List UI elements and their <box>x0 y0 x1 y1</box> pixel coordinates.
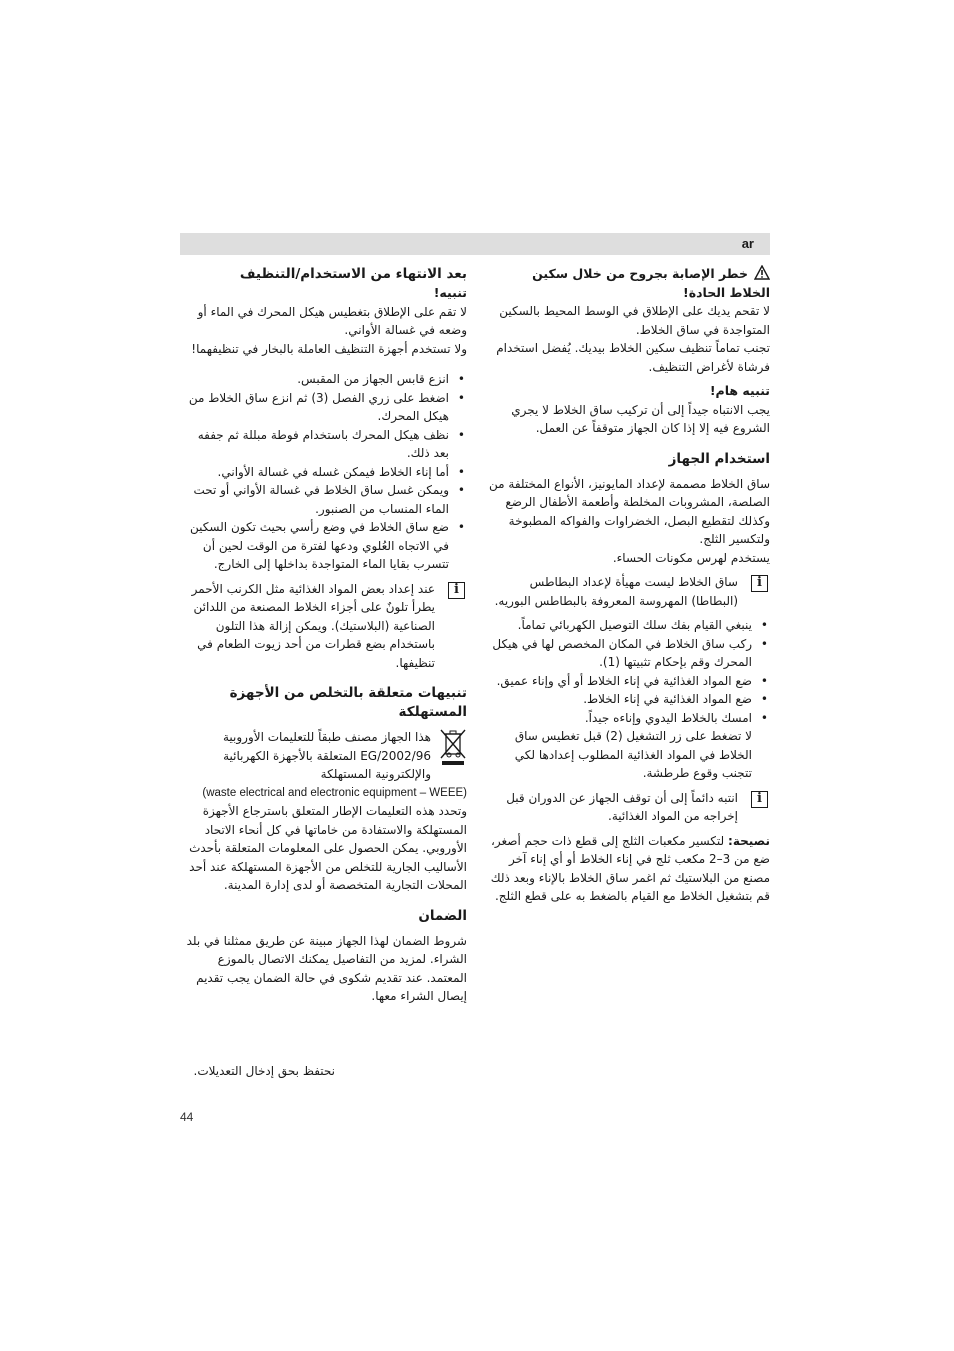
list-item: • ويمكن غسل ساق الخلاط في غسالة الأواني أو تحت الماء المنساب من الصنبور. <box>183 481 449 518</box>
weee-text-1: هذا الجهاز مصنف طبقاً للتعليمات الأوروبية 2002/96/EG المتعلقة بالأجهزة الكهربائية والإلكترونية المستهلكة <box>222 730 431 781</box>
page-number: 44 <box>180 1110 194 1124</box>
info-note-3-text: عند إعداد بعض المواد الغذائية مثل الكرنب الأحمر يطرأ تلونٌ على أجزاء الخلاط المصنعة من اللدائن الصناعية (البلاستيك). ويمكن إزالة هذا التلون باستخدام بضع قطرات من أحد زيوت الطعام في تنظيفها. <box>191 581 435 670</box>
weee-english: (waste electrical and electronic equipment – WEEE) <box>202 786 467 799</box>
info-note-2-text: انتبه دائماً إلى أن توقف الجهاز عن الدوران قبل إخراجه من المواد الغذائية. <box>506 790 738 823</box>
caution-heading: تنبيه! <box>433 285 467 300</box>
rights-note: نحتفظ بحق إدخال التعديلات. <box>193 1064 335 1078</box>
weee-block <box>183 728 467 784</box>
list-item: • أما إناء الخلاط فيمكن غسله في غسالة الأواني. <box>183 463 449 482</box>
info-note-2 <box>488 789 770 826</box>
list-item: • ضع ساق الخلاط في وضع رأسي بحيث تكون السكين في الاتجاه العُلوي ودعها لفترة من الوقت لحين أن تتسرب بقايا الماء المتواجدة بداخلها إلى الخارج. <box>183 518 449 574</box>
info-icon: i <box>448 582 465 599</box>
usage-text-1: ساق الخلاط مصممة لإعداد المايونيز، الأنواع المختلفة من الصلصة، المشروبات المخلطة وأطعمة الأطفال الرضع وكذلك لتقطيع البصل، الخضراوات والفواكه المطبوخة ولتكسير الثلج. <box>489 476 770 546</box>
warning-triangle-icon <box>754 265 770 280</box>
caution-text-1: لا تقم على الإطلاق بتغطيس هيكل المحرك في الماء أو وضعه في غسالة الأواني. <box>197 304 467 337</box>
warranty-text: شروط الضمان لهذا الجهاز مبينة عن طريق ممثلنا في بلد الشراء. لمزيد من التفاصيل يمكنك الاتصال بالموزع المعتمد. عند تقديم شكوى في حالة الضمان يجب تقديم إيصال الشراء معها. <box>186 933 467 1003</box>
usage-steps-list <box>488 616 770 727</box>
info-icon: i <box>751 791 768 808</box>
info-icon: i <box>751 575 768 592</box>
cleaning-steps-list <box>183 370 467 574</box>
warranty-heading: الضمان <box>418 907 467 924</box>
tip-label: نصيحة: <box>728 833 770 848</box>
list-item: • نظف هيكل المحرك باستخدام فوطة مبللة ثم جففه بعد ذلك. <box>183 426 449 463</box>
weee-text-2: وتحدد هذه التعليمات الإطار المتعلق باسترجاع الأجهزة المستهلكة والاستفادة من خاماتها في كل أنحاء الاتحاد الأوروبي. يمكن الحصول على المعلومات المتعلقة بأحدث الأساليب الجارية للتخلص من الأجهزة المستهلكة عند أحد المحلات التجارية المتخصصة أو لدى إدارة المدينة. <box>189 804 467 892</box>
list-item: • ضع المواد الغذائية في إناء الخلاط أو أي وإناء عميق. <box>488 672 752 691</box>
warning-title: خطر الإصابة بجروح من خلال سكين الخلاط الحادة! <box>532 266 770 300</box>
warning-line-2: تجنب تماماً تنظيف سكين الخلاط بيديك. يُفضل استخدام فرشاة لأغراض التنظيف. <box>496 341 770 374</box>
right-column <box>488 265 770 906</box>
list-item: • اضغط على زري الفصل (3) ثم انزع ساق الخلاط من هيكل المحرك. <box>183 389 449 426</box>
disposal-heading: تنبيهات متعلقة بالتخلص من الأجهزة المستهلكة <box>229 685 467 720</box>
language-bar <box>180 233 770 255</box>
left-column <box>183 265 467 1006</box>
warning-line-1: لا تقحم يديك على الإطلاق في الوسط المحيط بالسكين المتواجدة في ساق الخلاط. <box>499 304 770 337</box>
tip-text: لتكسير مكعبات الثلج إلى قطع ذات حجم أصغر، ضع من 3–2 مكعب ثلج في إناء الخلاط أو أي إناء آخر مصنع من البلاستيك ثم اغمر ساق الخلاط بالإناء وبعد ذلك قم بتشغيل الخلاط مع القيام بالضغط به على قطع الثلج. <box>490 833 770 903</box>
language-code: ar <box>741 236 754 251</box>
important-text: يجب الانتباه جيداً إلى أن تركيب ساق الخلاط لا يجري الشروع فيه إلا إذا كان الجهاز متوقفاً عن العمل. <box>511 402 770 435</box>
list-item: • انزع قابس الجهاز من المقبس. <box>183 370 449 389</box>
info-note-1 <box>488 573 770 610</box>
list-item: • ضع المواد الغذائية في إناء الخلاط. <box>488 690 752 709</box>
caution-text-2: ولا تستخدم أجهزة التنظيف العاملة بالبخار في تنظيفهما! <box>191 341 467 356</box>
tip-paragraph <box>488 832 770 906</box>
usage-text-2: يستخدم لهرس مكونات الحساء. <box>612 550 770 565</box>
info-note-1-text: ساق الخلاط ليست مهيأة لإعداد البطاطس (البطاطا) المهروسة المعروفة بالبطاطس البوريه. <box>494 575 738 608</box>
info-note-3 <box>183 580 467 673</box>
cleaning-heading: بعد الانتهاء من الاستخدام/التنظيف <box>239 266 467 282</box>
list-item: • ينبغي القيام بفك سلك التوصيل الكهربائي تماماً. <box>488 616 752 635</box>
step-continuation: لا تضغط على زر التشغيل (2) قبل تغطيس ساق الخلاط في المواد الغذائية المطلوب إعدادها لكي تتجنب وقوع طرطشة. <box>514 729 752 780</box>
important-heading: تنبيه هام! <box>709 383 770 398</box>
usage-heading: استخدام الجهاز <box>668 450 770 467</box>
list-item: • امسك بالخلاط اليدوي وإناءه جيداً. <box>488 709 752 728</box>
list-item: • ركب ساق الخلاط في المكان المخصص لها في هيكل المحرك وقم بإحكام تثبيتها (1). <box>488 635 752 672</box>
crossed-out-bin-icon <box>439 728 467 766</box>
warning-heading <box>488 265 770 302</box>
